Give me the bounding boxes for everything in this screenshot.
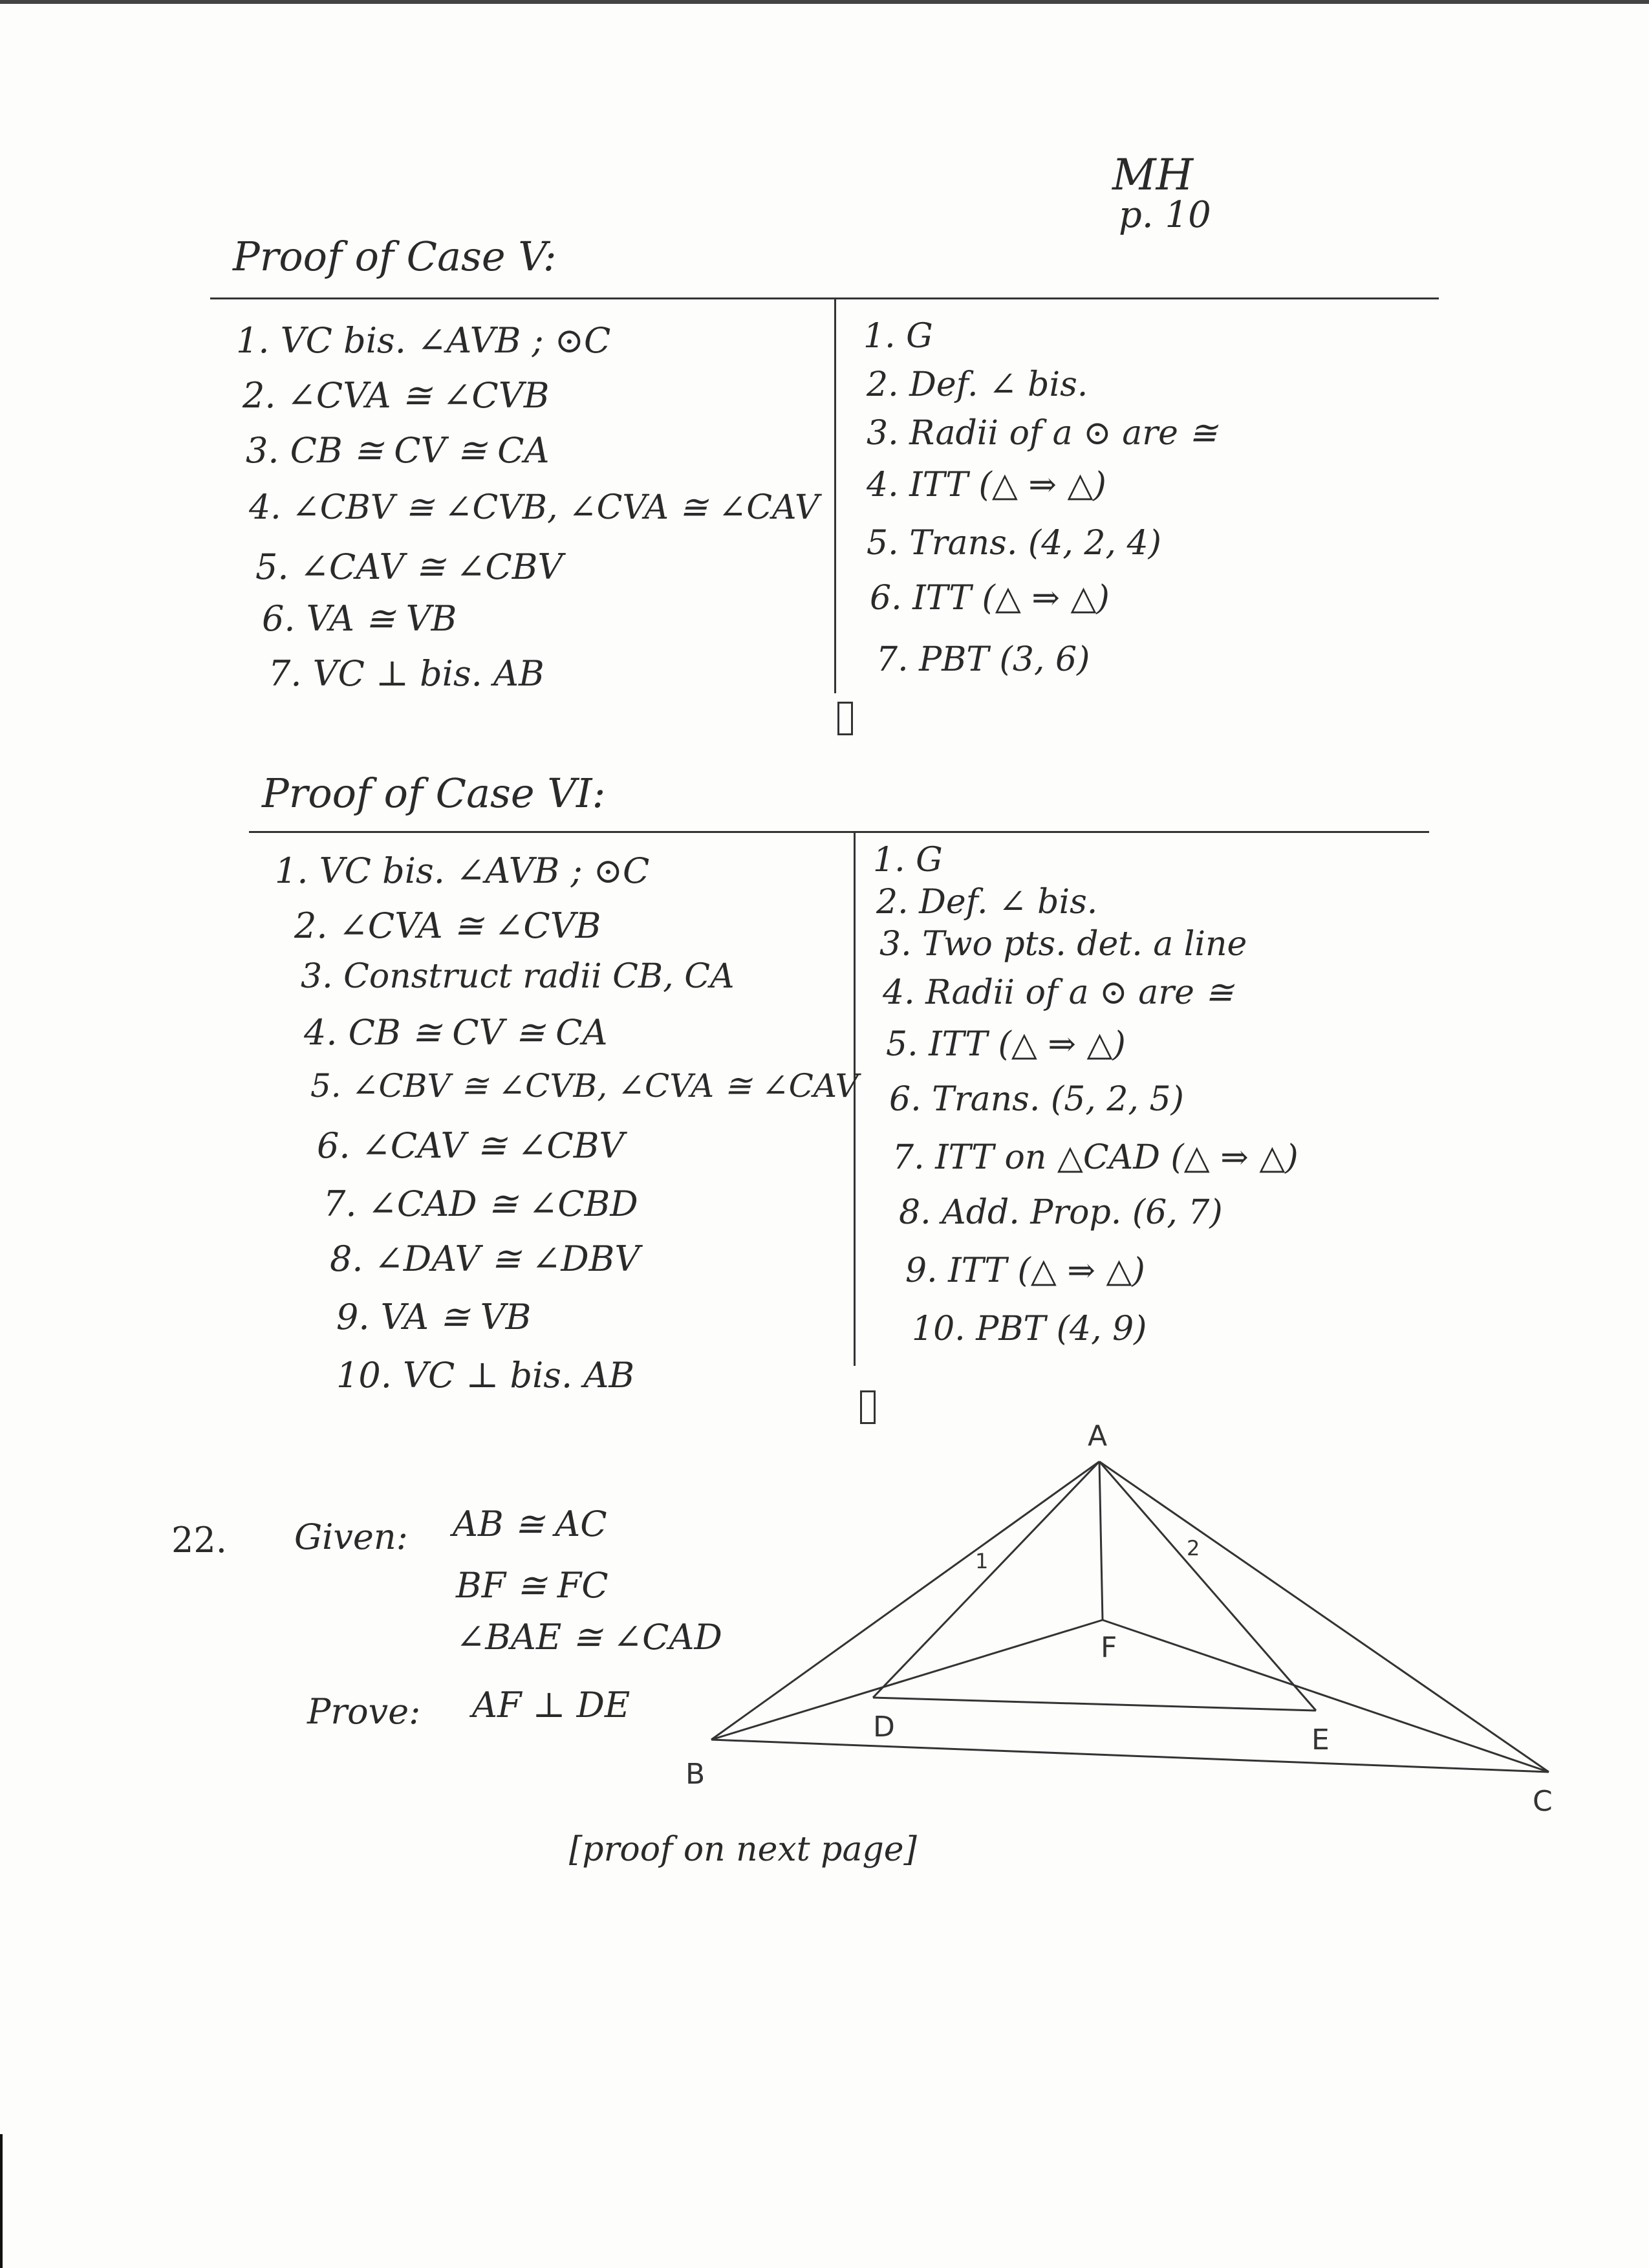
case5-reason: 5. Trans. (4, 2, 4) — [867, 524, 1161, 563]
page-left-edge-mark — [0, 2134, 3, 2268]
case6-statement: 6. ∠CAV ≅ ∠CBV — [317, 1125, 625, 1166]
corner-initials: MH — [1112, 150, 1194, 200]
vertex-label-F: F — [1101, 1631, 1117, 1664]
case5-vertical-rule — [834, 299, 836, 693]
segment-BF — [711, 1620, 1103, 1740]
case5-reason: 6. ITT (△ ⇒ △) — [870, 579, 1110, 618]
segment-AD — [873, 1462, 1099, 1698]
case5-statement: 4. ∠CBV ≅ ∠CVB, ∠CVA ≅ ∠CAV — [249, 488, 819, 527]
prove-statement: AF ⊥ DE — [472, 1685, 630, 1725]
vertex-label-E: E — [1311, 1723, 1330, 1756]
case6-reason: 10. PBT (4, 9) — [912, 1310, 1147, 1348]
case5-reason: 3. Radii of a ⊙ are ≅ — [867, 414, 1218, 453]
case5-statement: 1. VC bis. ∠AVB ; ⊙C — [236, 320, 611, 361]
case6-reason: 9. ITT (△ ⇒ △) — [905, 1251, 1145, 1290]
case6-horizontal-rule — [249, 831, 1429, 833]
case5-reason: 2. Def. ∠ bis. — [867, 365, 1088, 404]
segment-AE — [1099, 1462, 1316, 1711]
problem-number: 22. — [171, 1520, 227, 1561]
given-statement: ∠BAE ≅ ∠CAD — [456, 1617, 722, 1658]
segment-DE — [873, 1698, 1316, 1711]
case5-qed-box — [837, 702, 853, 735]
segment-BC — [711, 1740, 1549, 1772]
segment-AF — [1099, 1462, 1103, 1620]
next-page-note: [proof on next page] — [569, 1830, 917, 1869]
vertex-label-A: A — [1088, 1420, 1108, 1453]
case6-reason: 4. Radii of a ⊙ are ≅ — [883, 973, 1234, 1012]
case6-statement: 4. CB ≅ CV ≅ CA — [304, 1012, 608, 1053]
angle-label-1: 1 — [975, 1549, 989, 1573]
given-statement: BF ≅ FC — [456, 1565, 609, 1606]
case6-statement: 8. ∠DAV ≅ ∠DBV — [330, 1238, 640, 1279]
case6-reason: 3. Two pts. det. a line — [879, 925, 1247, 964]
given-statement: AB ≅ AC — [453, 1504, 607, 1544]
vertex-label-D: D — [873, 1711, 895, 1744]
case6-statement: 9. VA ≅ VB — [336, 1297, 532, 1337]
case5-statement: 6. VA ≅ VB — [262, 598, 457, 639]
case5-reason: 7. PBT (3, 6) — [876, 640, 1090, 679]
case5-reason: 1. G — [863, 317, 933, 356]
case5-statement: 5. ∠CAV ≅ ∠CBV — [255, 546, 563, 587]
case6-statement: 5. ∠CBV ≅ ∠CVB, ∠CVA ≅ ∠CAV — [310, 1067, 859, 1105]
page-top-edge — [0, 0, 1649, 4]
triangle-figure — [685, 1410, 1578, 1824]
case6-statement: 2. ∠CVA ≅ ∠CVB — [294, 905, 601, 946]
angle-label-2: 2 — [1187, 1536, 1200, 1561]
case6-reason: 6. Trans. (5, 2, 5) — [889, 1080, 1184, 1119]
case6-statement: 10. VC ⊥ bis. AB — [336, 1355, 635, 1396]
vertex-label-C: C — [1533, 1785, 1553, 1818]
case6-statement: 7. ∠CAD ≅ ∠CBD — [323, 1183, 638, 1224]
case5-statement: 3. CB ≅ CV ≅ CA — [246, 430, 550, 471]
case6-title: Proof of Case VI: — [262, 770, 606, 817]
case6-reason: 8. Add. Prop. (6, 7) — [899, 1193, 1223, 1232]
given-label: Given: — [294, 1517, 408, 1557]
case6-statement: 1. VC bis. ∠AVB ; ⊙C — [275, 850, 650, 891]
case6-reason: 1. G — [873, 841, 943, 880]
case5-statement: 2. ∠CVA ≅ ∠CVB — [242, 375, 550, 416]
case6-reason: 2. Def. ∠ bis. — [876, 883, 1098, 922]
case6-reason: 7. ITT on △CAD (△ ⇒ △) — [892, 1138, 1299, 1177]
vertex-label-B: B — [685, 1758, 706, 1791]
case5-title: Proof of Case V: — [233, 233, 557, 280]
case5-horizontal-rule — [210, 297, 1439, 299]
prove-label: Prove: — [307, 1691, 421, 1732]
case6-reason: 5. ITT (△ ⇒ △) — [886, 1025, 1126, 1064]
case5-statement: 7. VC ⊥ bis. AB — [268, 653, 544, 694]
corner-page-number: p. 10 — [1119, 194, 1211, 236]
case5-reason: 4. ITT (△ ⇒ △) — [867, 466, 1106, 504]
case6-statement: 3. Construct radii CB, CA — [301, 957, 735, 996]
